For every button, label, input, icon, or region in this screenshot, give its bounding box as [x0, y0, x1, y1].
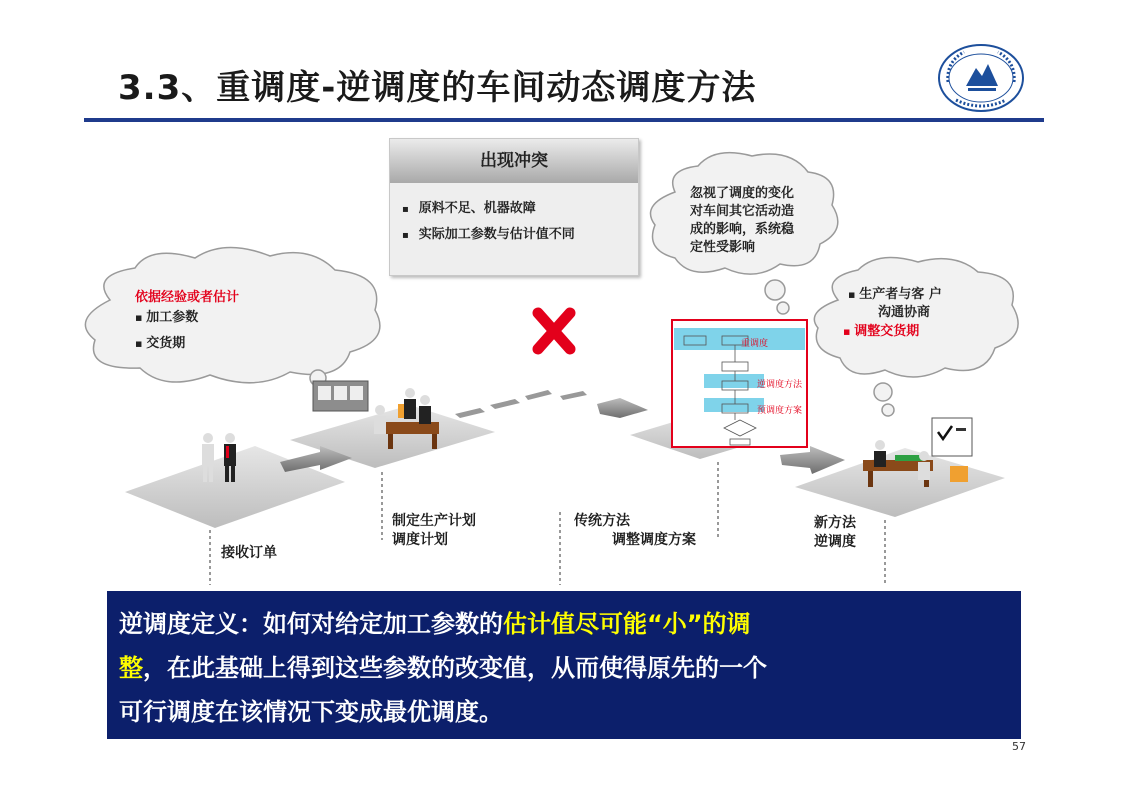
flowchart-label: 重调度 [741, 339, 769, 349]
conflict-item: ▪ 原料不足、机器故障 [402, 197, 536, 216]
definition-line-2: 整，在此基础上得到这些参数的改变值，从而使得原先的一个 [119, 654, 767, 682]
conflict-item: ▪ 实际加工参数与估计值不同 [402, 223, 575, 242]
cloud-left-item: ▪ 交货期 [135, 335, 185, 353]
cloud-right-item: ▪ 调整交货期 [843, 323, 919, 341]
arrow-3 [780, 446, 845, 474]
cloud-top-right-line: 对车间其它活动造 [690, 204, 795, 219]
cloud-right-item-cont: 沟通协商 [878, 305, 931, 320]
step-new-sub: 逆调度 [814, 534, 856, 550]
definition-line-3: 可行调度在该情况下变成最优调度。 [119, 698, 503, 726]
step-receive-order: 接收订单 [221, 545, 277, 561]
arrow-2 [455, 390, 648, 418]
cloud-left-item: ▪ 加工参数 [135, 309, 198, 327]
conflict-cross-icon [538, 313, 570, 349]
cloud-left-shape [85, 247, 380, 395]
cloud-left-heading: 依据经验或者估计 [135, 290, 240, 305]
page-number: 57 [1012, 740, 1026, 753]
step-traditional: 传统方法 [574, 513, 630, 529]
step-plan-sub: 调度计划 [392, 532, 448, 548]
definition-line-1: 逆调度定义：如何对给定加工参数的估计值尽可能“小”的调 [119, 610, 751, 638]
cloud-right-item: ▪ 生产者与客 户 [848, 286, 942, 304]
conflict-heading: 出现冲突 [390, 139, 638, 183]
step-plan: 制定生产计划 [392, 513, 476, 529]
cloud-top-right-line: 忽视了调度的变化 [690, 186, 795, 201]
cloud-top-right-line: 成的影响，系统稳 [690, 222, 795, 237]
definition-panel [107, 591, 1021, 739]
step-new: 新方法 [814, 515, 856, 531]
step-traditional-sub: 调整调度方案 [612, 532, 696, 548]
cloud-top-right-line: 定性受影响 [690, 240, 756, 255]
flowchart-label: 预调度方案 [757, 406, 803, 416]
page-title: 3.3、重调度-逆调度的车间动态调度方法 [118, 68, 757, 108]
flowchart-label: 逆调度方法 [757, 380, 803, 390]
